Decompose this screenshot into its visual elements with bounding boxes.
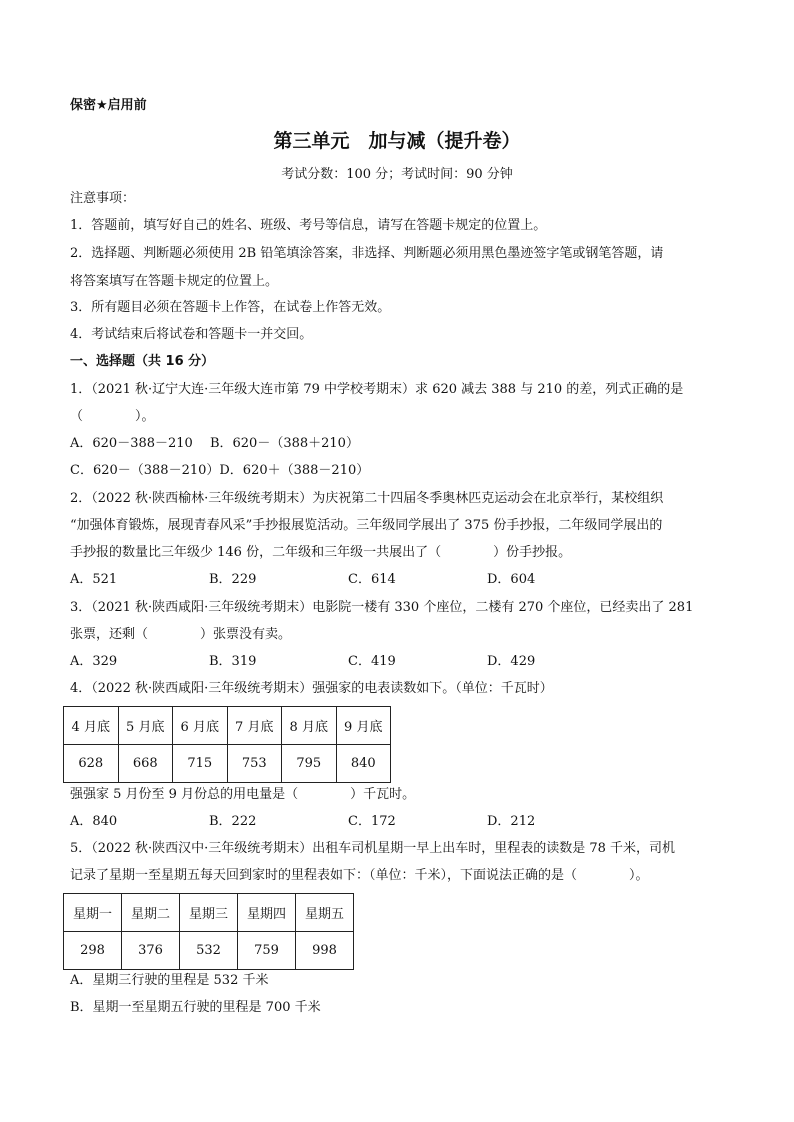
question-2-text: 2．（2022 秋·陕西榆林·三年级统考期末）为庆祝第二十四届冬季奥林匹克运动会在北京举行，某校组织	[70, 491, 664, 506]
option-a: A．521	[70, 572, 118, 587]
table-header-cell: 星期二	[122, 894, 180, 932]
option-b: B．229	[209, 572, 257, 587]
table-value-cell: 532	[180, 932, 238, 970]
table-value-cell: 840	[336, 745, 391, 783]
option-a: A．840	[70, 814, 118, 829]
table-header-cell: 6 月底	[173, 707, 228, 745]
note-item: 3．所有题目必须在答题卡上作答，在试卷上作答无效。	[70, 300, 391, 315]
table-header-cell: 9 月底	[336, 707, 391, 745]
question-2-text: 手抄报的数量比三年级少 146 份，二年级和三年级一共展出了（ ）份手抄报。	[70, 545, 572, 560]
note-item: 1．答题前，填写好自己的姓名、班级、考号等信息，请写在答题卡规定的位置上。	[70, 218, 547, 233]
table-header-cell: 4 月底	[64, 707, 119, 745]
option-b: B．319	[209, 654, 257, 669]
table-value-cell: 759	[238, 932, 296, 970]
note-item: 4．考试结束后将试卷和答题卡一并交回。	[70, 327, 313, 342]
table-value-cell: 668	[118, 745, 173, 783]
table-value-cell: 715	[173, 745, 228, 783]
table-header-cell: 星期五	[296, 894, 354, 932]
question-4-text: 4．（2022 秋·陕西咸阳·三年级统考期末）强强家的电表读数如下。（单位：千瓦时）	[70, 681, 553, 696]
question-1-text: 1．（2021 秋·辽宁大连·三年级大连市第 79 中学校考期末）求 620 减去 388 与 210 的差，列式正确的是	[70, 382, 684, 397]
table-header-cell: 8 月底	[282, 707, 337, 745]
option-a: A．星期三行驶的里程是 532 千米	[70, 973, 269, 988]
option-c: C．614	[348, 572, 396, 587]
meter-table	[63, 706, 391, 783]
option-d: D．604	[487, 572, 536, 587]
table-header-cell: 7 月底	[227, 707, 282, 745]
table-header-cell: 星期一	[64, 894, 122, 932]
question-3-text: 3．（2021 秋·陕西咸阳·三年级统考期末）电影院一楼有 330 个座位，二楼有 270 个座位，已经卖出了 281	[70, 600, 694, 615]
option-d: D．212	[487, 814, 536, 829]
table-header-cell: 星期三	[180, 894, 238, 932]
option-b: B．星期一至星期五行驶的里程是 700 千米	[70, 1000, 321, 1015]
option-d: D．429	[487, 654, 536, 669]
question-5-text: 记录了星期一至星期五每天回到家时的里程表如下：（单位：千米），下面说法正确的是（ ）。	[70, 868, 649, 883]
table-value-cell: 795	[282, 745, 337, 783]
option-b: B．222	[209, 814, 257, 829]
exam-info: 考试分数：100 分；考试时间：90 分钟	[281, 167, 513, 182]
question-5-text: 5．（2022 秋·陕西汉中·三年级统考期末）出租车司机星期一早上出车时，里程表的读数是 78 千米，司机	[70, 841, 676, 856]
table-value-cell: 628	[64, 745, 119, 783]
question-2-text: “加强体育锻炼，展现青春风采”手抄报展览活动。三年级同学展出了 375 份手抄报，二年级同学展出的	[70, 518, 663, 533]
note-item: 将答案填写在答题卡规定的位置上。	[70, 274, 279, 289]
table-value-cell: 298	[64, 932, 122, 970]
option-c: C．172	[348, 814, 396, 829]
section-heading: 一、选择题（共 16 分）	[70, 354, 215, 369]
page-title: 第三单元 加与减（提升卷）	[273, 130, 521, 152]
option-a: A．329	[70, 654, 118, 669]
mileage-table	[63, 893, 354, 970]
notes-heading: 注意事项：	[70, 191, 136, 206]
question-1-blank: （ ）。	[70, 409, 155, 424]
confidential-label: 保密★启用前	[70, 98, 147, 113]
question-1-options-cd: C．620－（388－210）D．620＋（388－210）	[70, 463, 370, 478]
table-value-cell: 753	[227, 745, 282, 783]
table-header-cell: 星期四	[238, 894, 296, 932]
table-value-cell: 998	[296, 932, 354, 970]
table-header-cell: 5 月底	[118, 707, 173, 745]
table-value-cell: 376	[122, 932, 180, 970]
question-4-blank: 强强家 5 月份至 9 月份总的用电量是（ ）千瓦时。	[70, 787, 416, 802]
option-c: C．419	[348, 654, 396, 669]
note-item: 2．选择题、判断题必须使用 2B 铅笔填涂答案，非选择、判断题必须用黑色墨迹签字笔或钢笔答题，请	[70, 246, 664, 261]
question-1-options-ab: A．620－388－210 B．620－（388＋210）	[70, 436, 359, 451]
question-3-text: 张票，还剩（ ）张票没有卖。	[70, 627, 292, 642]
